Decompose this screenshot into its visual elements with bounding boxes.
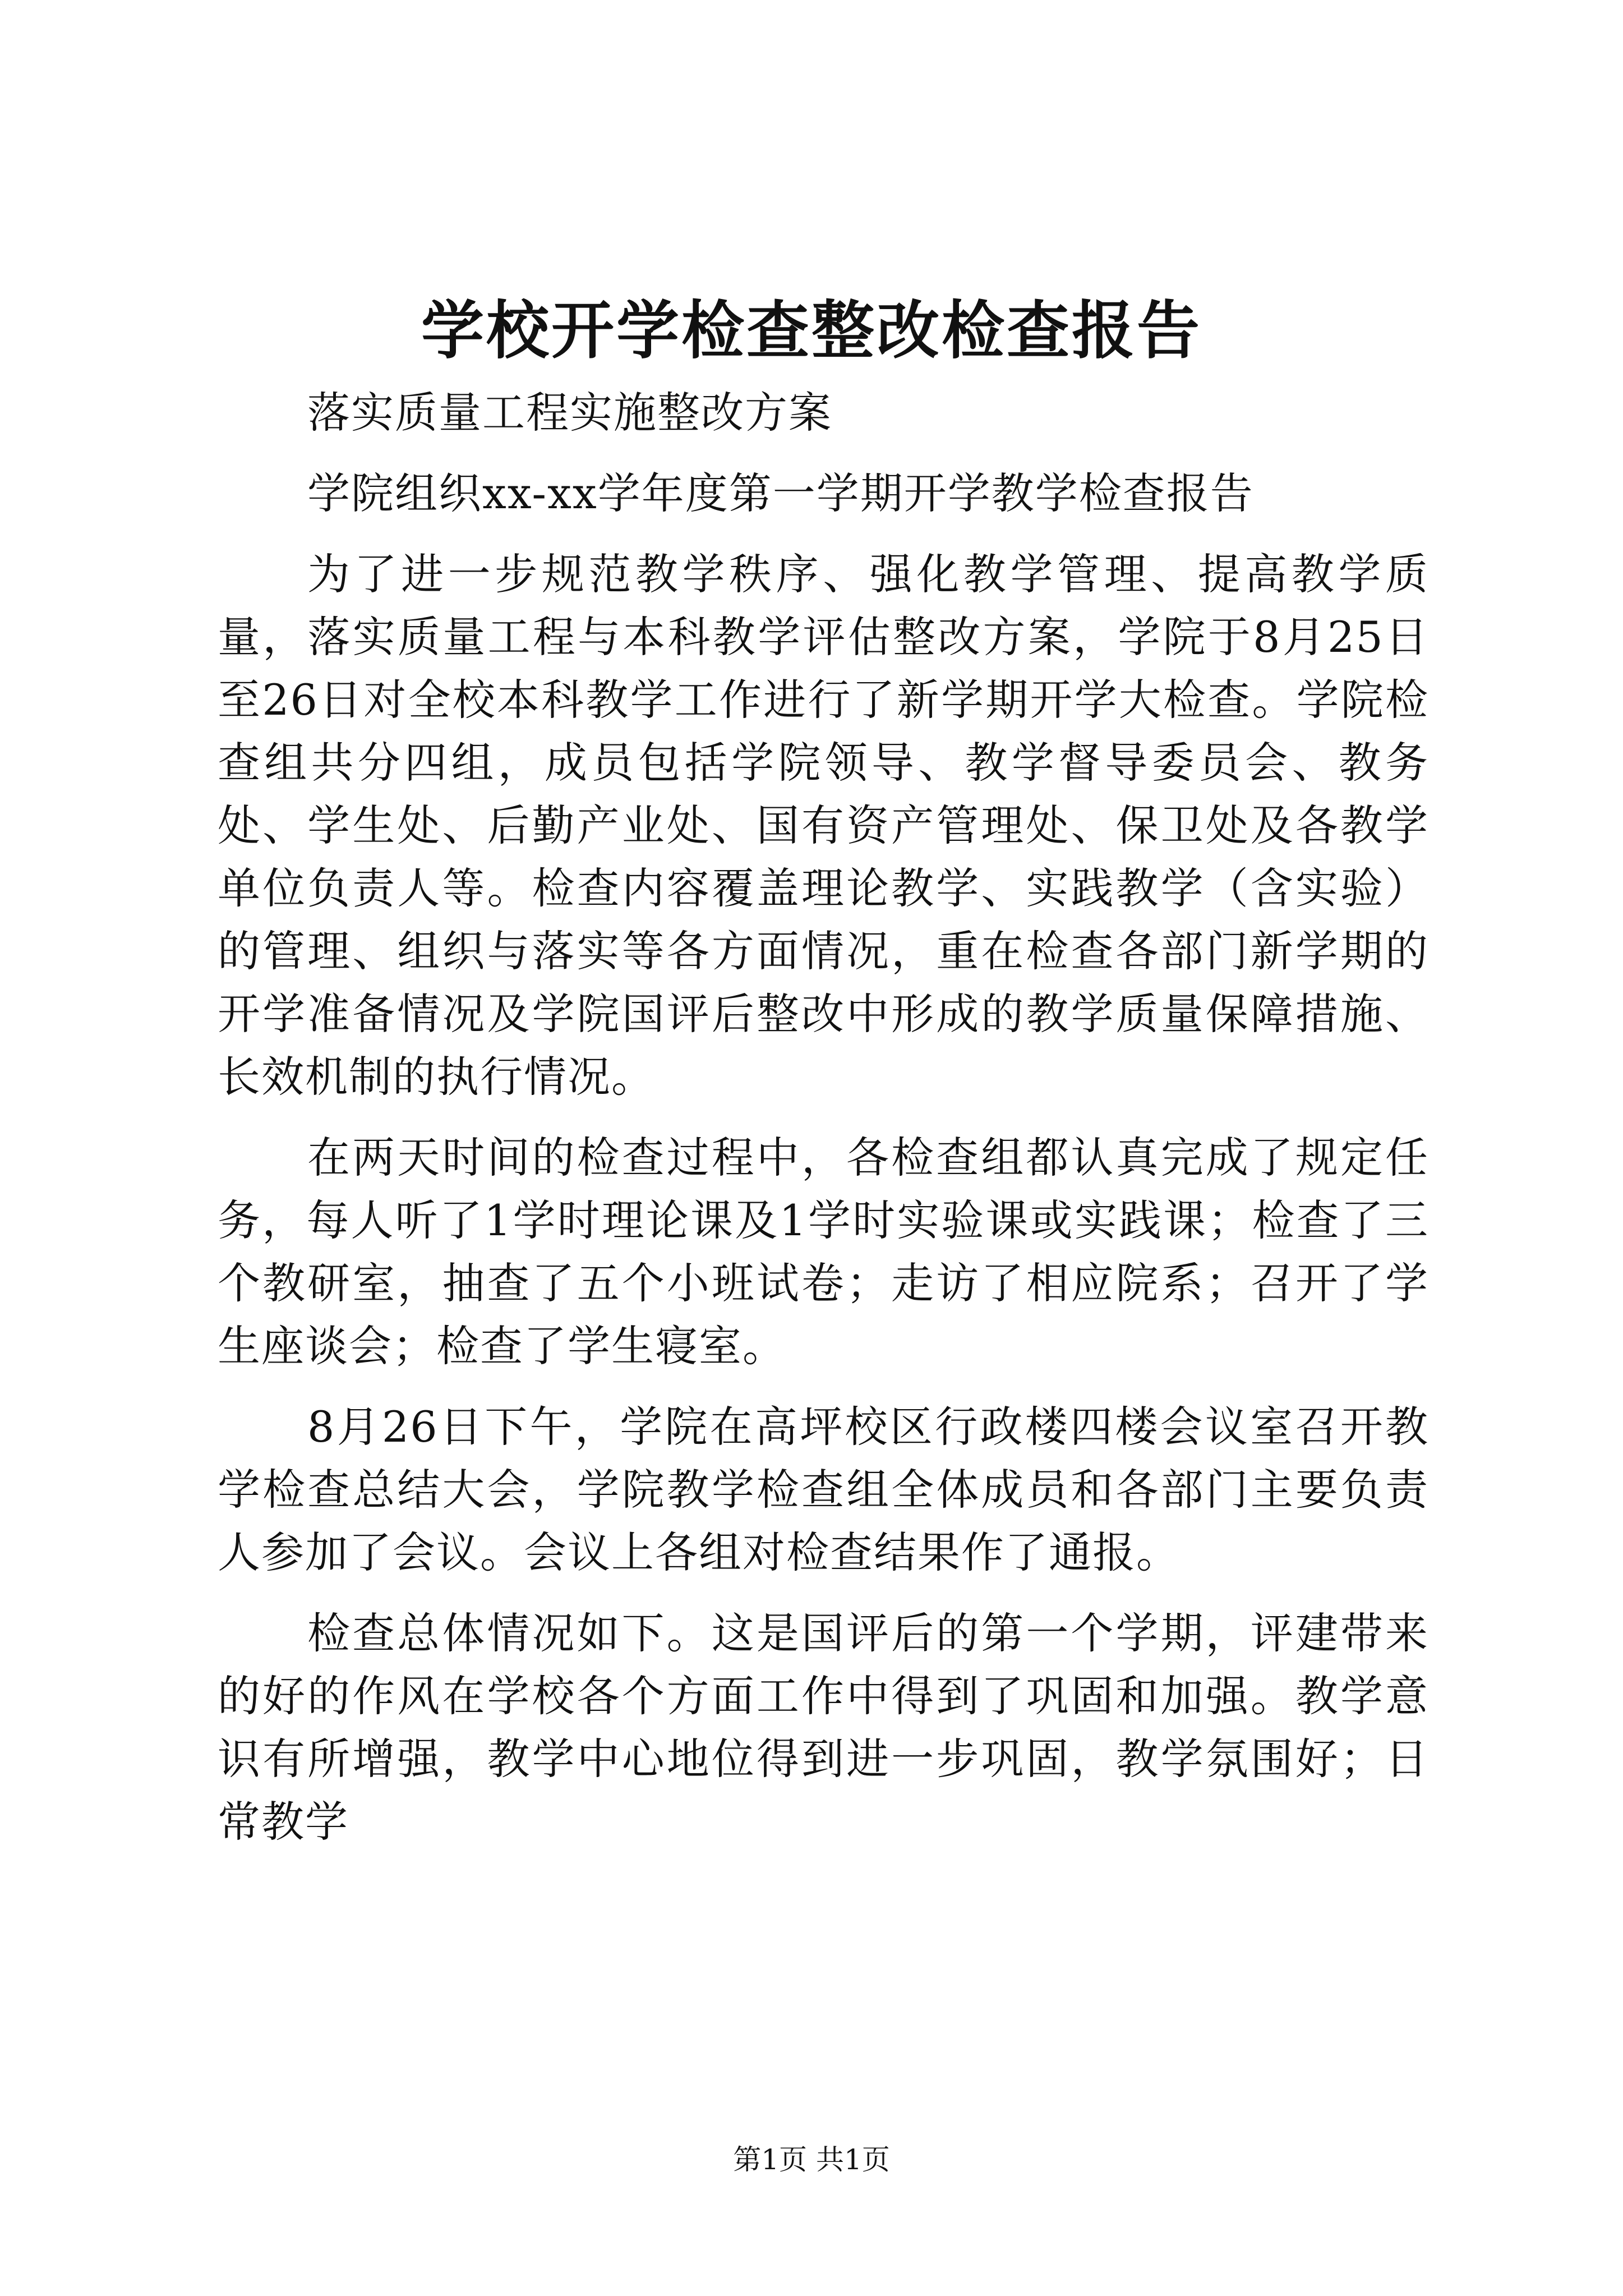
document-body [218, 381, 1429, 1871]
paragraph-report-name: 学院组织xx-xx学年度第一学期开学教学检查报告 [307, 468, 1254, 518]
document-title: 学校开学检查整改检查报告 [421, 294, 1202, 367]
paragraph-overall-situation: 检查总体情况如下。这是国评后的第一个学期，评建带来的好的作风在学校各个方面工作中得到了巩固和加强。教学意识有所增强，教学中心地位得到进一步巩固，教学氛围好；日常教学 [218, 1608, 1429, 1847]
page-number-footer: 第1页 共1页 [733, 2143, 890, 2176]
paragraph-inspection-process: 在两天时间的检查过程中，各检查组都认真完成了规定任务，每人听了1学时理论课及1学时实验课或实践课；检查了三个教研室，抽查了五个小班试卷；走访了相应院系；召开了学生座谈会；检查了学生寝室。 [218, 1133, 1429, 1371]
paragraph-subtitle: 落实质量工程实施整改方案 [307, 388, 832, 438]
paragraph-summary-meeting: 8月26日下午，学院在高坪校区行政楼四楼会议室召开教学检查总结大会，学院教学检查组全体成员和各部门主要负责人参加了会议。会议上各组对检查结果作了通报。 [218, 1402, 1429, 1577]
paragraph-inspection-overview: 为了进一步规范教学秩序、强化教学管理、提高教学质量，落实质量工程与本科教学评估整改方案，学院于8月25日至26日对全校本科教学工作进行了新学期开学大检查。学院检查组共分四组，成员包括学院领导、教学督导委员会、教务处、学生处、后勤产业处、国有资产管理处、保卫处及各教学单位负责人等。检查内容覆盖理论教学、实践教学（含实验）的管理、组织与落实等各方面情况，重在检查各部门新学期的开学准备情况及学院国评后整改中形成的教学质量保障措施、长效机制的执行情况。 [218, 549, 1429, 1102]
